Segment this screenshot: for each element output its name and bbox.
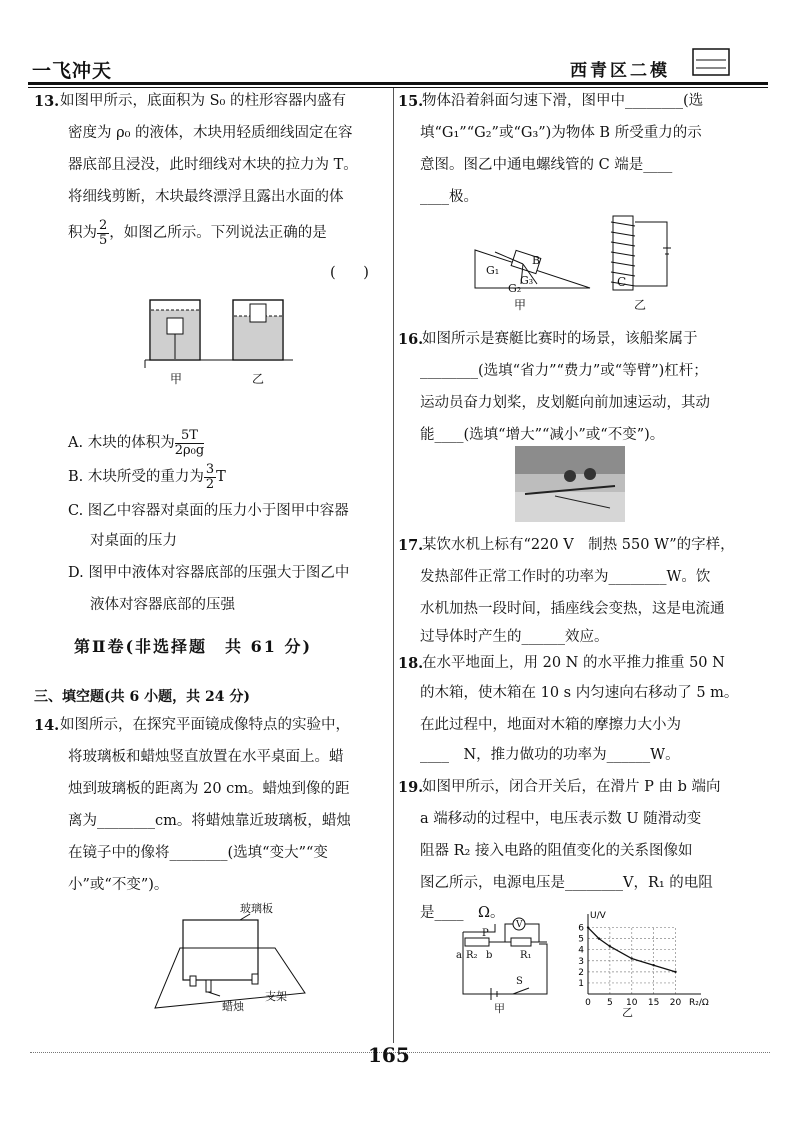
q14-line-4: 离为________cm。将蜡烛靠近玻璃板，蜡烛 — [68, 813, 351, 829]
x-tick-label-3: 15 — [647, 998, 660, 1008]
q13-fraction: $\frac{2}{5}$ — [99, 217, 108, 248]
q15-solenoid-figure — [605, 208, 675, 298]
circuit-label-b: b — [486, 950, 493, 961]
q15-label-g2: G₂ — [508, 282, 522, 295]
circuit-label-s: S — [516, 976, 523, 987]
circuit-label-p: P — [482, 928, 489, 939]
data-point-0-3 — [631, 957, 633, 959]
q13-option-a[interactable]: A. 木块的体积为 $\frac{5T}{\text{2ρ₀g}}$ — [68, 427, 205, 458]
q13-option-d[interactable]: D. 图甲中液体对容器底部的压强大于图乙中 — [68, 565, 350, 581]
q17-line-4: 过导体时产生的______效应。 — [420, 629, 609, 645]
q17-line-3: 水机加热一段时间，插座线会变热，这是电流通 — [420, 601, 725, 617]
rowing-photo — [515, 446, 625, 522]
x-axis-label: R₂/Ω — [689, 998, 709, 1008]
q15-label-b: B — [532, 254, 541, 267]
q16-number: 16. — [398, 331, 424, 348]
q16-line-2: ________(选填“省力”“费力”或“等臂”)杠杆； — [420, 363, 708, 379]
q18-number: 18. — [398, 655, 424, 672]
q16-line-1: 如图所示是赛艇比赛时的场景，该船桨属于 — [422, 331, 698, 347]
q19-line-4: 图乙所示，电源电压是________V，R₁ 的电阻 — [420, 875, 713, 891]
section-title: 第Ⅱ卷(非选择题 共 61 分) — [74, 637, 313, 656]
circuit-label-a: a — [456, 950, 462, 961]
header-left-title: 一飞冲天 — [32, 60, 113, 82]
header-rule — [28, 82, 768, 85]
q18-line-2: 的木箱，使木箱在 10 s 内匀速向右移动了 5 m。 — [420, 685, 739, 701]
q15-line-3: 意图。图乙中通电螺线管的 C 端是____ — [420, 157, 673, 173]
fill-blank-heading: 三、填空题(共 6 小题，共 24 分) — [34, 689, 250, 705]
q15-line-4: ____极。 — [420, 189, 478, 205]
q15-label-yi: 乙 — [634, 298, 647, 312]
q13-line-1: 如图甲所示，底面积为 S₀ 的柱形容器内盛有 — [60, 93, 346, 109]
q15-label-g3: G₃ — [520, 274, 534, 287]
y-tick-label-5: 6 — [578, 923, 584, 934]
x-tick-label-2: 10 — [626, 998, 638, 1008]
x-tick-label-0: 0 — [585, 998, 591, 1008]
q13-number: 13. — [34, 93, 60, 110]
q13-line-3: 器底部且浸没，此时细线对木块的拉力为 T。 — [68, 157, 358, 173]
q14-label-candle: 蜡烛 — [222, 1000, 244, 1013]
y-tick-label-0: 1 — [578, 978, 584, 989]
q15-label-g1: G₁ — [486, 264, 500, 277]
q18-line-4: ____ N，推力做功的功率为______W。 — [420, 747, 680, 763]
data-point-0-5 — [674, 971, 676, 973]
q19-line-3: 阻器 R₂ 接入电路的阻值变化的关系图像如 — [420, 843, 693, 859]
data-point-0-2 — [609, 945, 611, 947]
q17-line-2: 发热部件正常工作时的功率为________W。饮 — [420, 569, 711, 585]
q14-line-5: 在镜子中的像将________(选填“变大”“变 — [68, 845, 328, 861]
q19-u-r-chart — [568, 908, 718, 1018]
q15-label-c: C — [617, 275, 627, 289]
q15-label-jia: 甲 — [514, 298, 527, 312]
y-axis-label: U/V — [590, 911, 606, 921]
q13-line-4: 将细线剪断，木块最终漂浮且露出水面的体 — [68, 189, 344, 205]
q14-line-1: 如图所示，在探究平面镜成像特点的实验中， — [60, 717, 350, 733]
q13-option-b[interactable]: B. 木块所受的重力为 $\frac{3}{2}$ T — [68, 461, 226, 492]
q19-line-5: 是____ Ω。 — [420, 905, 505, 921]
circuit-label-jia: 甲 — [494, 1002, 505, 1015]
corner-stamp-icon — [692, 48, 732, 78]
q13-figure — [145, 292, 305, 384]
q13-suffix: ，如图乙所示。下列说法正确的是 — [109, 225, 327, 241]
q13-option-c-cont: 对桌面的压力 — [90, 533, 177, 549]
q13-fig-label-jia: 甲 — [170, 372, 183, 386]
q14-line-6: 小”或“不变”)。 — [68, 877, 169, 893]
y-tick-label-3: 4 — [578, 945, 584, 956]
q18-line-3: 在此过程中，地面对木箱的摩擦力大小为 — [420, 717, 681, 733]
page-number: 165 — [368, 1043, 410, 1067]
x-tick-label-1: 5 — [607, 998, 613, 1008]
q17-line-1: 某饮水机上标有“220 V 制热 550 W”的字样， — [422, 537, 735, 553]
data-point-0-0 — [587, 926, 589, 928]
y-tick-label-1: 2 — [578, 967, 584, 978]
column-divider — [393, 88, 394, 1043]
q14-line-2: 将玻璃板和蜡烛竖直放置在水平桌面上。蜡 — [68, 749, 344, 765]
q13-option-c[interactable]: C. 图乙中容器对桌面的压力小于图甲中容器 — [68, 503, 349, 519]
header-right-title: 西青区二模 — [570, 61, 670, 81]
q13-fig-label-yi: 乙 — [252, 372, 265, 386]
q14-line-3: 烛到玻璃板的距离为 20 cm。蜡烛到像的距 — [68, 781, 350, 797]
q13-prefix: 积为 — [68, 225, 97, 241]
q13-line-2: 密度为 ρ₀ 的液体，木块用轻质细线固定在容 — [68, 125, 353, 141]
x-tick-label-4: 20 — [669, 998, 682, 1008]
q18-line-1: 在水平地面上，用 20 N 的水平推力推重 50 N — [422, 655, 725, 671]
circuit-label-r1: R₁ — [520, 950, 532, 961]
q14-label-stand: 支架 — [265, 990, 287, 1003]
q16-line-4: 能____(选填“增大”“减小”或“不变”)。 — [420, 427, 665, 443]
chart-caption-yi: 乙 — [622, 1006, 633, 1019]
y-tick-label-4: 5 — [578, 934, 584, 945]
q16-line-3: 运动员奋力划桨，皮划艇向前加速运动，其动 — [420, 395, 710, 411]
circuit-label-r2: R₂ — [466, 950, 478, 961]
circuit-label-v: V — [516, 920, 523, 930]
q15-number: 15. — [398, 93, 424, 110]
data-point-0-1 — [598, 937, 600, 939]
q15-line-2: 填“G₁”“G₂”或“G₃”)为物体 B 所受重力的示 — [420, 125, 702, 141]
q19-line-1: 如图甲所示，闭合开关后，在滑片 P 由 b 端向 — [422, 779, 721, 795]
q17-number: 17. — [398, 537, 424, 554]
q13-option-d-cont: 液体对容器底部的压强 — [90, 597, 235, 613]
q14-number: 14. — [34, 717, 60, 734]
q19-line-2: a 端移动的过程中，电压表示数 U 随滑动变 — [420, 811, 702, 827]
q15-line-1: 物体沿着斜面匀速下滑，图甲中________(选 — [422, 93, 704, 109]
q13-answer-paren: ( ) — [330, 265, 369, 281]
q14-label-glass: 玻璃板 — [240, 902, 273, 915]
y-tick-label-2: 3 — [578, 956, 584, 967]
q13-line-5 — [68, 218, 327, 249]
data-point-0-4 — [652, 964, 654, 966]
q19-number: 19. — [398, 779, 424, 796]
